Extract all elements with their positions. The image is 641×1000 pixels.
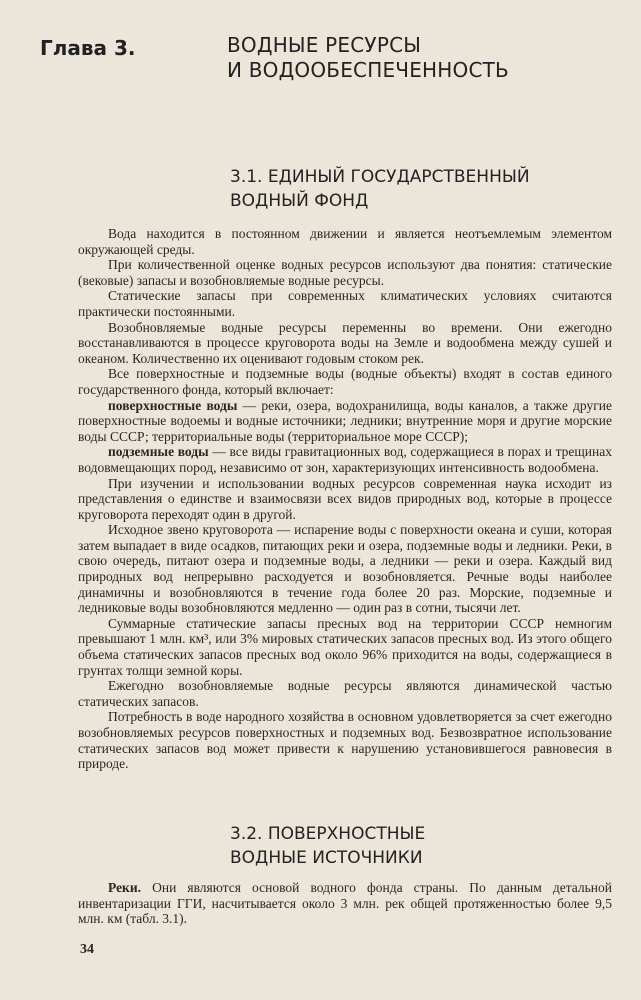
section-3-2-title-line-1: 3.2. ПОВЕРХНОСТНЫЕ xyxy=(230,824,426,844)
definition-text: — реки, озера, водохранилища, воды каналов, а также другие поверхностные водоемы и водные источники; ледники; внутренние моря и другие морские воды СССР; территориальные воды (территориальное море СССР); xyxy=(78,397,612,444)
term-ground-waters: подземные воды xyxy=(108,444,209,460)
paragraph: Вода находится в постоянном движении и является неотъемлемым элементом окружающей среды. xyxy=(78,226,612,257)
paragraph: Возобновляемые водные ресурсы переменны во времени. Они ежегодно восстанавливаются в процессе круговорота воды на Земле и водообмена между сушей и океаном. Количественно их оценивают годовым стоком рек. xyxy=(78,319,612,366)
paragraph: При количественной оценке водных ресурсов используют два понятия: статические (вековые) запасы и возобновляемые водные ресурсы. xyxy=(78,257,612,288)
section-3-2-body xyxy=(78,880,612,927)
term-surface-waters: поверхностные воды xyxy=(108,397,238,413)
paragraph: Потребность в воде народного хозяйства в основном удовлетворяется за счет ежегодно возобновляемых ресурсов поверхностных и подземных вод. Безвозвратное использование статических запасов вод может привести к нарушению установившегося равновесия в природе. xyxy=(78,709,612,772)
chapter-label: Глава 3. xyxy=(40,36,136,60)
section-3-2-title-line-2: ВОДНЫЕ ИСТОЧНИКИ xyxy=(230,848,423,868)
section-3-1-title-line-1: 3.1. ЕДИНЫЙ ГОСУДАРСТВЕННЫЙ xyxy=(230,167,530,187)
paragraph: Исходное звено круговорота — испарение воды с поверхности океана и суши, которая затем выпадает в виде осадков, питающих реки и озера, подземные воды и ледники. Реки, в свою очередь, питают озера и подземные воды, а ледники — реки и озера. Каждый вид природных вод непрерывно расходуется и возобновляется. Речные воды наиболее динамичны и возобновляются в течение года более 20 раз. Морские, подземные и ледниковые воды возобновляются медленно — один раз в сотни, тысячи лет. xyxy=(78,522,612,616)
definition-text: — все виды гравитационных вод, содержащиеся в порах и трещинах водовмещающих пород, независимо от зон, характеризующих интенсивность водообмена. xyxy=(78,444,612,475)
paragraph-rivers xyxy=(78,880,612,927)
section-3-1-body xyxy=(78,226,612,772)
definition-surface-waters xyxy=(78,398,612,445)
paragraph: Статические запасы при современных климатических условиях считаются практически постоянными. xyxy=(78,288,612,319)
chapter-title xyxy=(227,33,607,83)
paragraph: Ежегодно возобновляемые водные ресурсы являются динамической частью статических запасов. xyxy=(78,678,612,709)
paragraph-text: Они являются основой водного фонда страны. По данным детальной инвентаризации ГГИ, насчитывается около 3 млн. рек общей протяженностью более 9,5 млн. км (табл. 3.1). xyxy=(78,880,612,927)
paragraph: Все поверхностные и подземные воды (водные объекты) входят в состав единого государственного фонда, который включает: xyxy=(78,366,612,397)
paragraph: Суммарные статические запасы пресных вод на территории СССР немногим превышают 1 млн. км³, или 3% мировых статических запасов пресных вод. Из этого общего объема статических запасов пресных вод около 96% приходится на воды, содержащиеся в грунтах толщи земной коры. xyxy=(78,615,612,678)
section-3-1-heading xyxy=(230,165,610,213)
chapter-title-line-1: ВОДНЫЕ РЕСУРСЫ xyxy=(227,33,422,57)
section-3-2-heading xyxy=(230,822,610,870)
section-3-1-title-line-2: ВОДНЫЙ ФОНД xyxy=(230,191,369,211)
definition-ground-waters xyxy=(78,444,612,475)
term-rivers: Реки. xyxy=(108,880,141,895)
paragraph: При изучении и использовании водных ресурсов современная наука исходит из представления о единстве и взаимосвязи всех видов природных вод, которые в процессе круговорота переходят один в другой. xyxy=(78,475,612,522)
chapter-title-line-2: И ВОДООБЕСПЕЧЕННОСТЬ xyxy=(227,58,509,82)
page-number: 34 xyxy=(80,942,94,957)
